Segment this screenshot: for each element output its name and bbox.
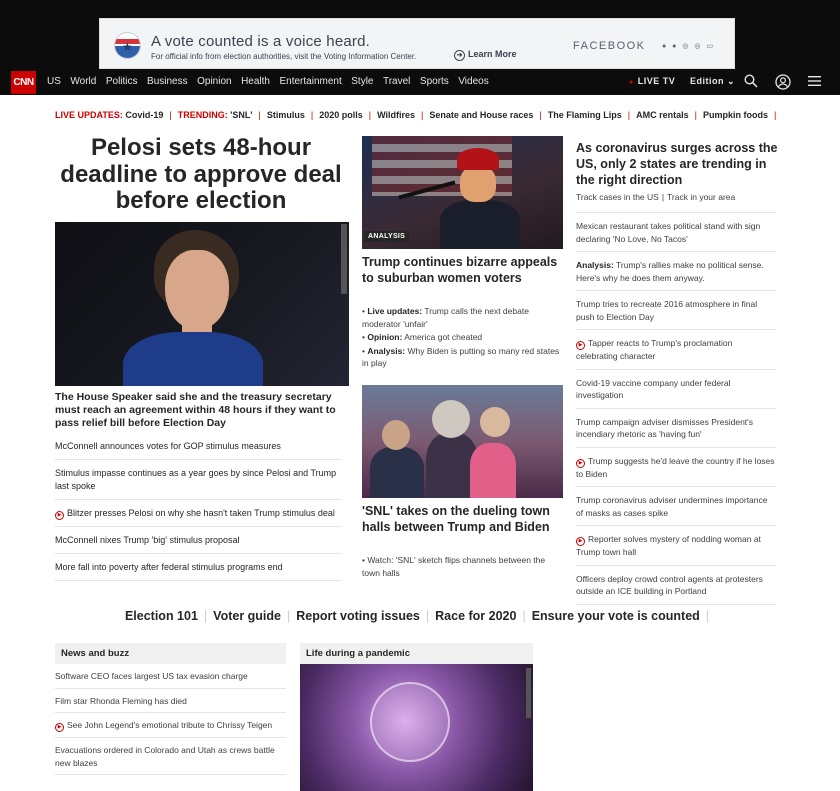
- separator: |: [421, 110, 424, 120]
- list-item[interactable]: [55, 527, 341, 554]
- ad-learn-more-label: Learn More: [468, 49, 517, 59]
- list-item[interactable]: [55, 554, 341, 581]
- list-item[interactable]: [55, 664, 286, 689]
- list-item[interactable]: [576, 526, 776, 566]
- list-item-text: Film star Rhonda Fleming has died: [55, 695, 187, 706]
- separator: |: [310, 110, 314, 120]
- list-item-text: Mexican restaurant takes political stand with sign declaring 'No Love, No Tacos': [576, 221, 761, 244]
- trending-link[interactable]: 2020 polls: [319, 110, 363, 120]
- bullet-dot: •: [362, 306, 368, 316]
- separator: |: [169, 110, 172, 120]
- nav-link-opinion[interactable]: Opinion: [197, 76, 232, 87]
- list-item[interactable]: [576, 330, 776, 370]
- ad-learn-more-link[interactable]: [454, 49, 517, 61]
- list-item[interactable]: [55, 738, 286, 775]
- list-item-text: Trump coronavirus adviser undermines importance of masks as cases spike: [576, 495, 768, 518]
- list-item[interactable]: [576, 448, 776, 488]
- list-item-text: Trump suggests he'd leave the country if he loses to Biden: [576, 455, 775, 479]
- hamburger-menu-icon[interactable]: [808, 74, 821, 90]
- list-item-text: More fall into poverty after federal stimulus programs end: [55, 562, 283, 572]
- ballot-box-icon: ★: [114, 32, 141, 59]
- bullet-text: Why Biden is putting so many red states in play: [362, 345, 560, 368]
- trending-link[interactable]: Stimulus: [266, 110, 305, 120]
- pandemic-title: Life during a pandemic: [300, 643, 533, 664]
- separator: |: [258, 110, 261, 120]
- list-item[interactable]: [55, 460, 341, 500]
- separator: |: [705, 609, 710, 623]
- trending-link[interactable]: 'SNL': [230, 110, 253, 120]
- separator: |: [203, 609, 208, 623]
- nav-link-business[interactable]: Business: [147, 76, 188, 87]
- ad-banner-area: [0, 0, 840, 70]
- list-item[interactable]: [576, 252, 776, 291]
- list-item-text: Reporter solves mystery of nodding woman at Trump town hall: [576, 534, 761, 557]
- trump-analysis-photo[interactable]: [362, 136, 563, 249]
- list-item[interactable]: [576, 566, 776, 605]
- nav-link-travel[interactable]: Travel: [382, 76, 411, 87]
- story-trump-headline[interactable]: Trump continues bizarre appeals to suburban women voters: [362, 255, 558, 285]
- trending-link[interactable]: The Flaming Lips: [547, 110, 622, 120]
- list-item-text: McConnell nixes Trump 'big' stimulus proposal: [55, 535, 240, 545]
- news-buzz-section: [55, 643, 286, 775]
- separator: |: [368, 110, 372, 120]
- track-us-link[interactable]: Track cases in the US: [576, 192, 659, 202]
- bullet-key: Watch:: [367, 555, 394, 565]
- nav-link-entertainment[interactable]: Entertainment: [279, 76, 342, 87]
- list-item-text: McConnell announces votes for GOP stimulus measures: [55, 441, 281, 451]
- bullet-item[interactable]: [362, 305, 562, 330]
- chevron-down-icon: ⌄: [727, 76, 736, 86]
- news-buzz-title: News and buzz: [55, 643, 286, 664]
- election-link[interactable]: Race for 2020: [435, 609, 517, 623]
- news-buzz-list: [55, 664, 286, 775]
- trending-bar: [55, 110, 782, 120]
- trending-link[interactable]: Pumpkin foods: [702, 110, 768, 120]
- list-item[interactable]: [55, 433, 341, 460]
- bullet-dot: •: [362, 345, 368, 356]
- story-trump-bullets: [362, 305, 562, 371]
- arrow-right-icon: ➜: [454, 50, 465, 61]
- nav-link-us[interactable]: US: [47, 76, 61, 87]
- bullet-dot: •: [362, 555, 368, 565]
- list-item[interactable]: [576, 370, 776, 409]
- bullet-item[interactable]: [362, 554, 562, 579]
- right-headlines-list: [576, 212, 776, 605]
- list-item-text: Officers deploy crowd control agents at protesters outside an ICE building in Portland: [576, 573, 763, 596]
- list-item-text: Stimulus impasse continues as a year goes by since Pelosi and Trump last spoke: [55, 468, 337, 491]
- track-area-link[interactable]: Track in your area: [667, 192, 736, 202]
- nav-link-videos[interactable]: Videos: [458, 76, 489, 87]
- trending-link[interactable]: AMC rentals: [636, 110, 689, 120]
- nav-link-health[interactable]: Health: [241, 76, 270, 87]
- list-item-text: Blitzer presses Pelosi on why she hasn't taken Trump stimulus deal: [67, 508, 335, 518]
- live-updates-link[interactable]: Covid-19: [125, 110, 164, 120]
- bullet-text: Trump calls the next debate moderator 'unfair': [362, 306, 529, 329]
- pelosi-photo[interactable]: [55, 222, 349, 386]
- play-video-icon: ▶: [576, 537, 585, 546]
- separator: |: [627, 110, 631, 120]
- list-item[interactable]: [576, 291, 776, 330]
- separator: |: [287, 609, 291, 623]
- list-item-text: Trump's rallies make no political sense. Here's why he does them anyway.: [576, 260, 764, 283]
- trending-link[interactable]: Senate and House races: [429, 110, 534, 120]
- list-item[interactable]: [55, 500, 341, 527]
- user-account-icon[interactable]: [775, 74, 791, 93]
- live-tv-label: LIVE TV: [637, 76, 676, 86]
- edition-label: Edition: [690, 76, 724, 86]
- list-item[interactable]: [576, 487, 776, 526]
- ad-headline: A vote counted is a voice heard.: [151, 33, 371, 50]
- separator: |: [773, 110, 777, 120]
- live-dot-icon: ●: [629, 79, 634, 86]
- live-tv-link[interactable]: [629, 76, 675, 86]
- list-item-text: Trump tries to recreate 2016 atmosphere in final push to Election Day: [576, 299, 758, 322]
- play-video-icon: ▶: [576, 459, 585, 468]
- lead-related-list: [55, 433, 341, 581]
- ad-banner[interactable]: [99, 18, 735, 69]
- edition-dropdown[interactable]: [690, 76, 735, 87]
- list-item-text: Trump campaign adviser dismisses President's incendiary rhetoric as 'having fun': [576, 416, 754, 439]
- photo-credit-strip: [526, 668, 531, 718]
- bullet-key: Analysis:: [367, 345, 406, 356]
- election-links-bar: [0, 609, 840, 623]
- play-video-icon: ▶: [55, 511, 64, 520]
- story-snl-bullets: [362, 554, 562, 579]
- list-item[interactable]: [576, 213, 776, 252]
- bullet-dot: •: [362, 332, 368, 342]
- story-snl-headline[interactable]: 'SNL' takes on the dueling town halls between Trump and Biden: [362, 504, 550, 534]
- separator: |: [522, 609, 526, 623]
- election-link[interactable]: Voter guide: [213, 609, 281, 623]
- list-item-text: Covid-19 vaccine company under federal investigation: [576, 377, 731, 400]
- search-icon[interactable]: [744, 74, 758, 91]
- live-updates-label: LIVE UPDATES:: [55, 110, 123, 120]
- concert-bubble-photo[interactable]: [300, 664, 533, 791]
- election-link[interactable]: Election 101: [124, 609, 198, 623]
- list-item[interactable]: [55, 689, 286, 714]
- bullet-text: 'SNL' sketch flips channels between the town halls: [362, 555, 546, 578]
- separator: |: [694, 110, 697, 120]
- list-item-text: Evacuations ordered in Colorado and Utah as crews battle new blazes: [55, 745, 275, 768]
- play-video-icon: ▶: [55, 723, 64, 732]
- pandemic-section: [300, 643, 533, 791]
- list-item-text: Tapper reacts to Trump's proclamation celebrating character: [576, 338, 733, 361]
- bullet-text: America got cheated: [404, 332, 483, 342]
- separator: |: [661, 192, 665, 202]
- nav-link-sports[interactable]: Sports: [419, 76, 449, 87]
- lead-headline[interactable]: Pelosi sets 48-hour deadline to approve deal before election: [60, 134, 342, 214]
- list-item-text: Software CEO faces largest US tax evasion charge: [55, 671, 248, 681]
- trending-label: TRENDING:: [177, 110, 228, 120]
- cnn-logo[interactable]: CNN: [11, 71, 36, 94]
- bullet-item[interactable]: [362, 345, 562, 370]
- bullet-key: Live updates:: [367, 306, 423, 316]
- nav-links: [47, 76, 489, 87]
- snl-photo[interactable]: [362, 385, 563, 498]
- election-link[interactable]: Ensure your vote is counted: [531, 609, 700, 623]
- play-video-icon: ▶: [576, 341, 585, 350]
- list-item[interactable]: [55, 713, 286, 738]
- nav-link-style[interactable]: Style: [351, 76, 374, 87]
- analysis-tag: ANALYSIS: [364, 231, 409, 242]
- bullet-key: Opinion:: [367, 332, 403, 342]
- separator: |: [425, 609, 430, 623]
- list-item[interactable]: [576, 409, 776, 448]
- ad-brand: FACEBOOK: [573, 40, 646, 52]
- photo-credit-strip: [341, 224, 347, 294]
- track-cases-links: [576, 192, 776, 202]
- coronavirus-headline[interactable]: As coronavirus surges across the US, only 2 states are trending in the right direction: [576, 141, 778, 187]
- nav-link-world[interactable]: World: [70, 76, 97, 87]
- list-item-text: See John Legend's emotional tribute to Chrissy Teigen: [67, 720, 273, 730]
- ad-social-icons: ● ● ◎ ◎ ▭: [662, 43, 716, 50]
- nav-link-politics[interactable]: Politics: [105, 76, 138, 87]
- ad-subline: For official info from election authorities, visit the Voting Information Center.: [151, 52, 417, 61]
- lead-summary[interactable]: The House Speaker said she and the treasury secretary must reach an agreement within 48 hours if they want to pass relief bill before Election Day: [55, 391, 336, 429]
- separator: |: [539, 110, 542, 120]
- bullet-item[interactable]: [362, 331, 562, 344]
- top-nav: [0, 70, 840, 95]
- trending-link[interactable]: Wildfires: [377, 110, 416, 120]
- election-link[interactable]: Report voting issues: [296, 609, 420, 623]
- list-item-key: Analysis:: [576, 260, 614, 270]
